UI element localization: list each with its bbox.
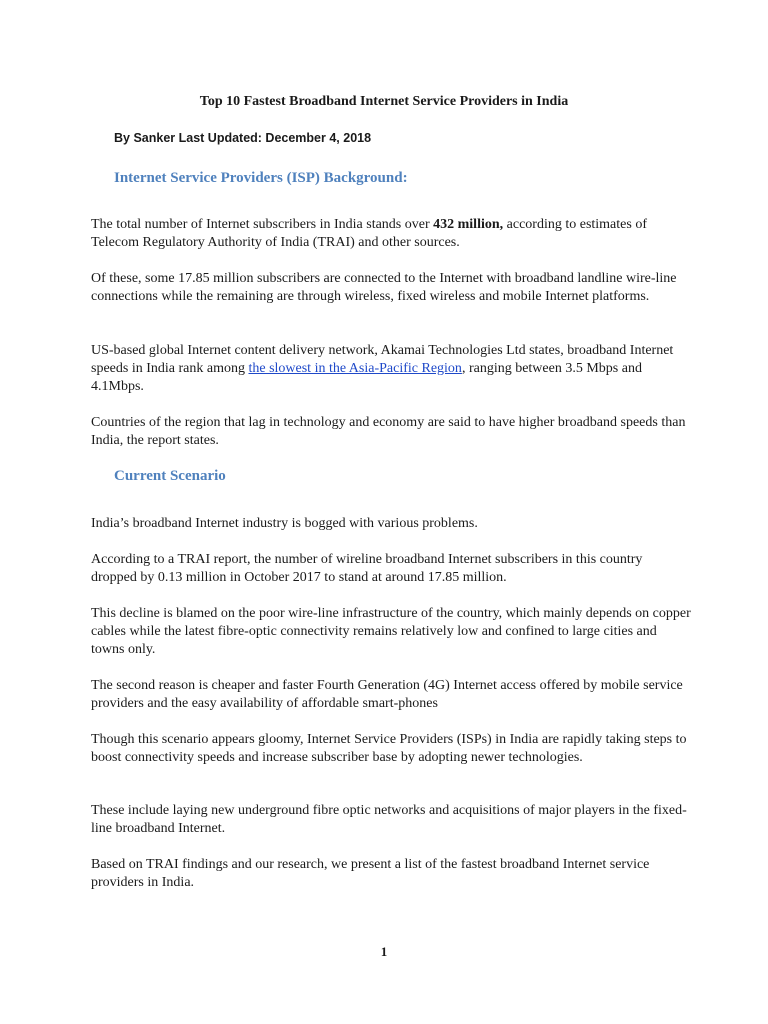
paragraph: Of these, some 17.85 million subscribers are connected to the Internet with broadband landline wire-line connections while the remaining are through wireless, fixed wireless and mobile Internet platforms. <box>91 271 677 304</box>
paragraph-text: The total number of Internet subscribers in India stands over <box>91 217 434 232</box>
section-heading-current-scenario: Current Scenario <box>114 468 226 484</box>
paragraph: Countries of the region that lag in technology and economy are said to have higher broadband speeds than India, the report states. <box>91 415 686 448</box>
paragraph: The second reason is cheaper and faster Fourth Generation (4G) Internet access offered by mobile service providers and the easy availability of affordable smart-phones <box>91 678 683 711</box>
section-heading-isp-background: Internet Service Providers (ISP) Background: <box>114 170 408 186</box>
paragraph <box>91 216 691 252</box>
byline: By Sanker Last Updated: December 4, 2018 <box>114 131 372 145</box>
paragraph: This decline is blamed on the poor wire-line infrastructure of the country, which mainly depends on copper cables while the latest fibre-optic connectivity remains relatively low and confined to large cities and towns only. <box>91 606 691 657</box>
page-number: 1 <box>380 944 388 959</box>
document-title: Top 10 Fastest Broadband Internet Service Providers in India <box>199 94 569 109</box>
paragraph: India’s broadband Internet industry is bogged with various problems. <box>91 516 478 531</box>
paragraph: According to a TRAI report, the number of wireline broadband Internet subscribers in this country dropped by 0.13 million in October 2017 to stand at around 17.85 million. <box>91 552 643 585</box>
bold-figure: 432 million, <box>433 217 504 232</box>
asia-pacific-link[interactable]: the slowest in the Asia-Pacific Region <box>248 361 462 376</box>
paragraph-text: according to estimates of Telecom Regulatory Authority of India (TRAI) and other sources. <box>91 217 647 250</box>
paragraph: Though this scenario appears gloomy, Internet Service Providers (ISPs) in India are rapidly taking steps to boost connectivity speeds and increase subscriber base by adopting newer technologies. <box>91 732 687 765</box>
paragraph-text: , ranging between 3.5 Mbps and 4.1Mbps. <box>91 361 642 394</box>
paragraph: Based on TRAI findings and our research, we present a list of the fastest broadband Internet service providers in India. <box>91 857 650 890</box>
paragraph: These include laying new underground fibre optic networks and acquisitions of major players in the fixed-line broadband Internet. <box>91 803 687 836</box>
paragraph-text: US-based global Internet content delivery network, Akamai Technologies Ltd states, broadband Internet speeds in India rank among <box>91 343 674 376</box>
paragraph <box>91 342 691 396</box>
